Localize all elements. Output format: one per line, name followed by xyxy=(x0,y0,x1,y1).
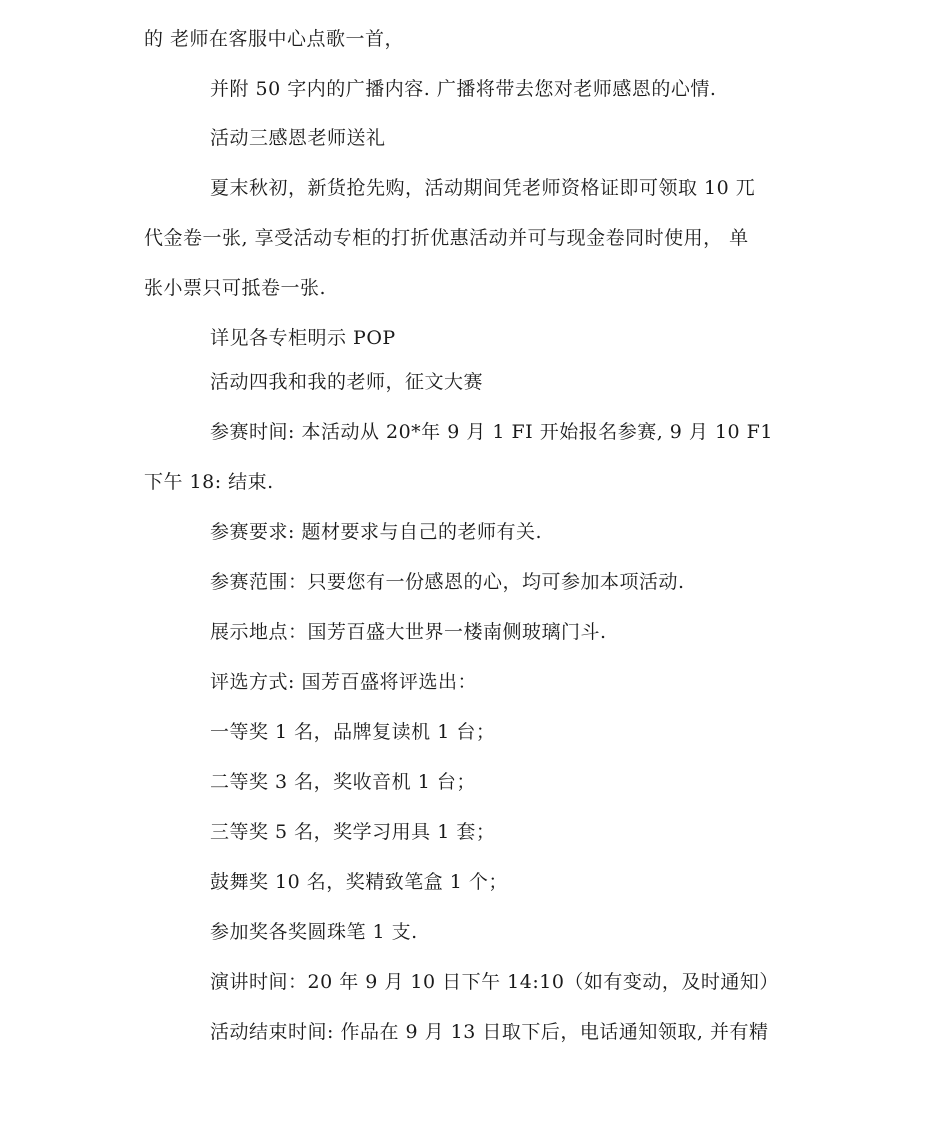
text-line-1: 的 老师在客服中心点歌一首， xyxy=(144,28,405,50)
text-line-2: 并附 50 字内的广播内容. 广播将带去您对老师感恩的心情. xyxy=(210,78,717,100)
text-line-5: 代金卷一张, 享受活动专柜的打折优惠活动并可与现金卷同时使用， 单 xyxy=(144,227,749,249)
text-line-6: 张小票只可抵卷一张. xyxy=(144,277,327,299)
prize-line-first: 一等奖 1 名，品牌复读机 1 台； xyxy=(210,721,496,743)
text-line-14: 评选方式: 国芳百盛将评选出： xyxy=(210,671,477,693)
text-line-21: 活动结束时间: 作品在 9 月 13 日取下后，电话通知领取, 并有精 xyxy=(210,1021,769,1043)
text-line-7: 详见各专柜明示 POP xyxy=(210,327,396,349)
prize-line-participation: 参加奖各奖圆珠笔 1 支. xyxy=(210,921,418,943)
text-line-12: 参赛范围：只要您有一份感恩的心，均可参加本项活动. xyxy=(210,571,685,593)
text-line-13: 展示地点：国芳百盛大世界一楼南侧玻璃门斗. xyxy=(210,621,607,643)
text-line-20: 演讲时间：20 年 9 月 10 日下午 14:10（如有变动，及时通知） xyxy=(210,971,779,993)
text-line-10: 下午 18: 结束. xyxy=(144,471,274,493)
text-line-9: 参赛时间: 本活动从 20*年 9 月 1 FI 开始报名参赛, 9 月 10 F1 xyxy=(210,421,773,443)
section-heading-activity-4: 活动四我和我的老师，征文大赛 xyxy=(210,371,484,393)
section-heading-activity-3: 活动三感恩老师送礼 xyxy=(210,127,386,149)
prize-line-third: 三等奖 5 名，奖学习用具 1 套； xyxy=(210,821,496,843)
prize-line-second: 二等奖 3 名，奖收音机 1 台； xyxy=(210,771,476,793)
text-line-4: 夏末秋初，新货抢先购，活动期间凭老师资格证即可领取 10 兀 xyxy=(210,177,756,199)
prize-line-encouragement: 鼓舞奖 10 名，奖精致笔盒 1 个； xyxy=(210,871,508,893)
text-line-11: 参赛要求: 题材要求与自己的老师有关. xyxy=(210,521,542,543)
